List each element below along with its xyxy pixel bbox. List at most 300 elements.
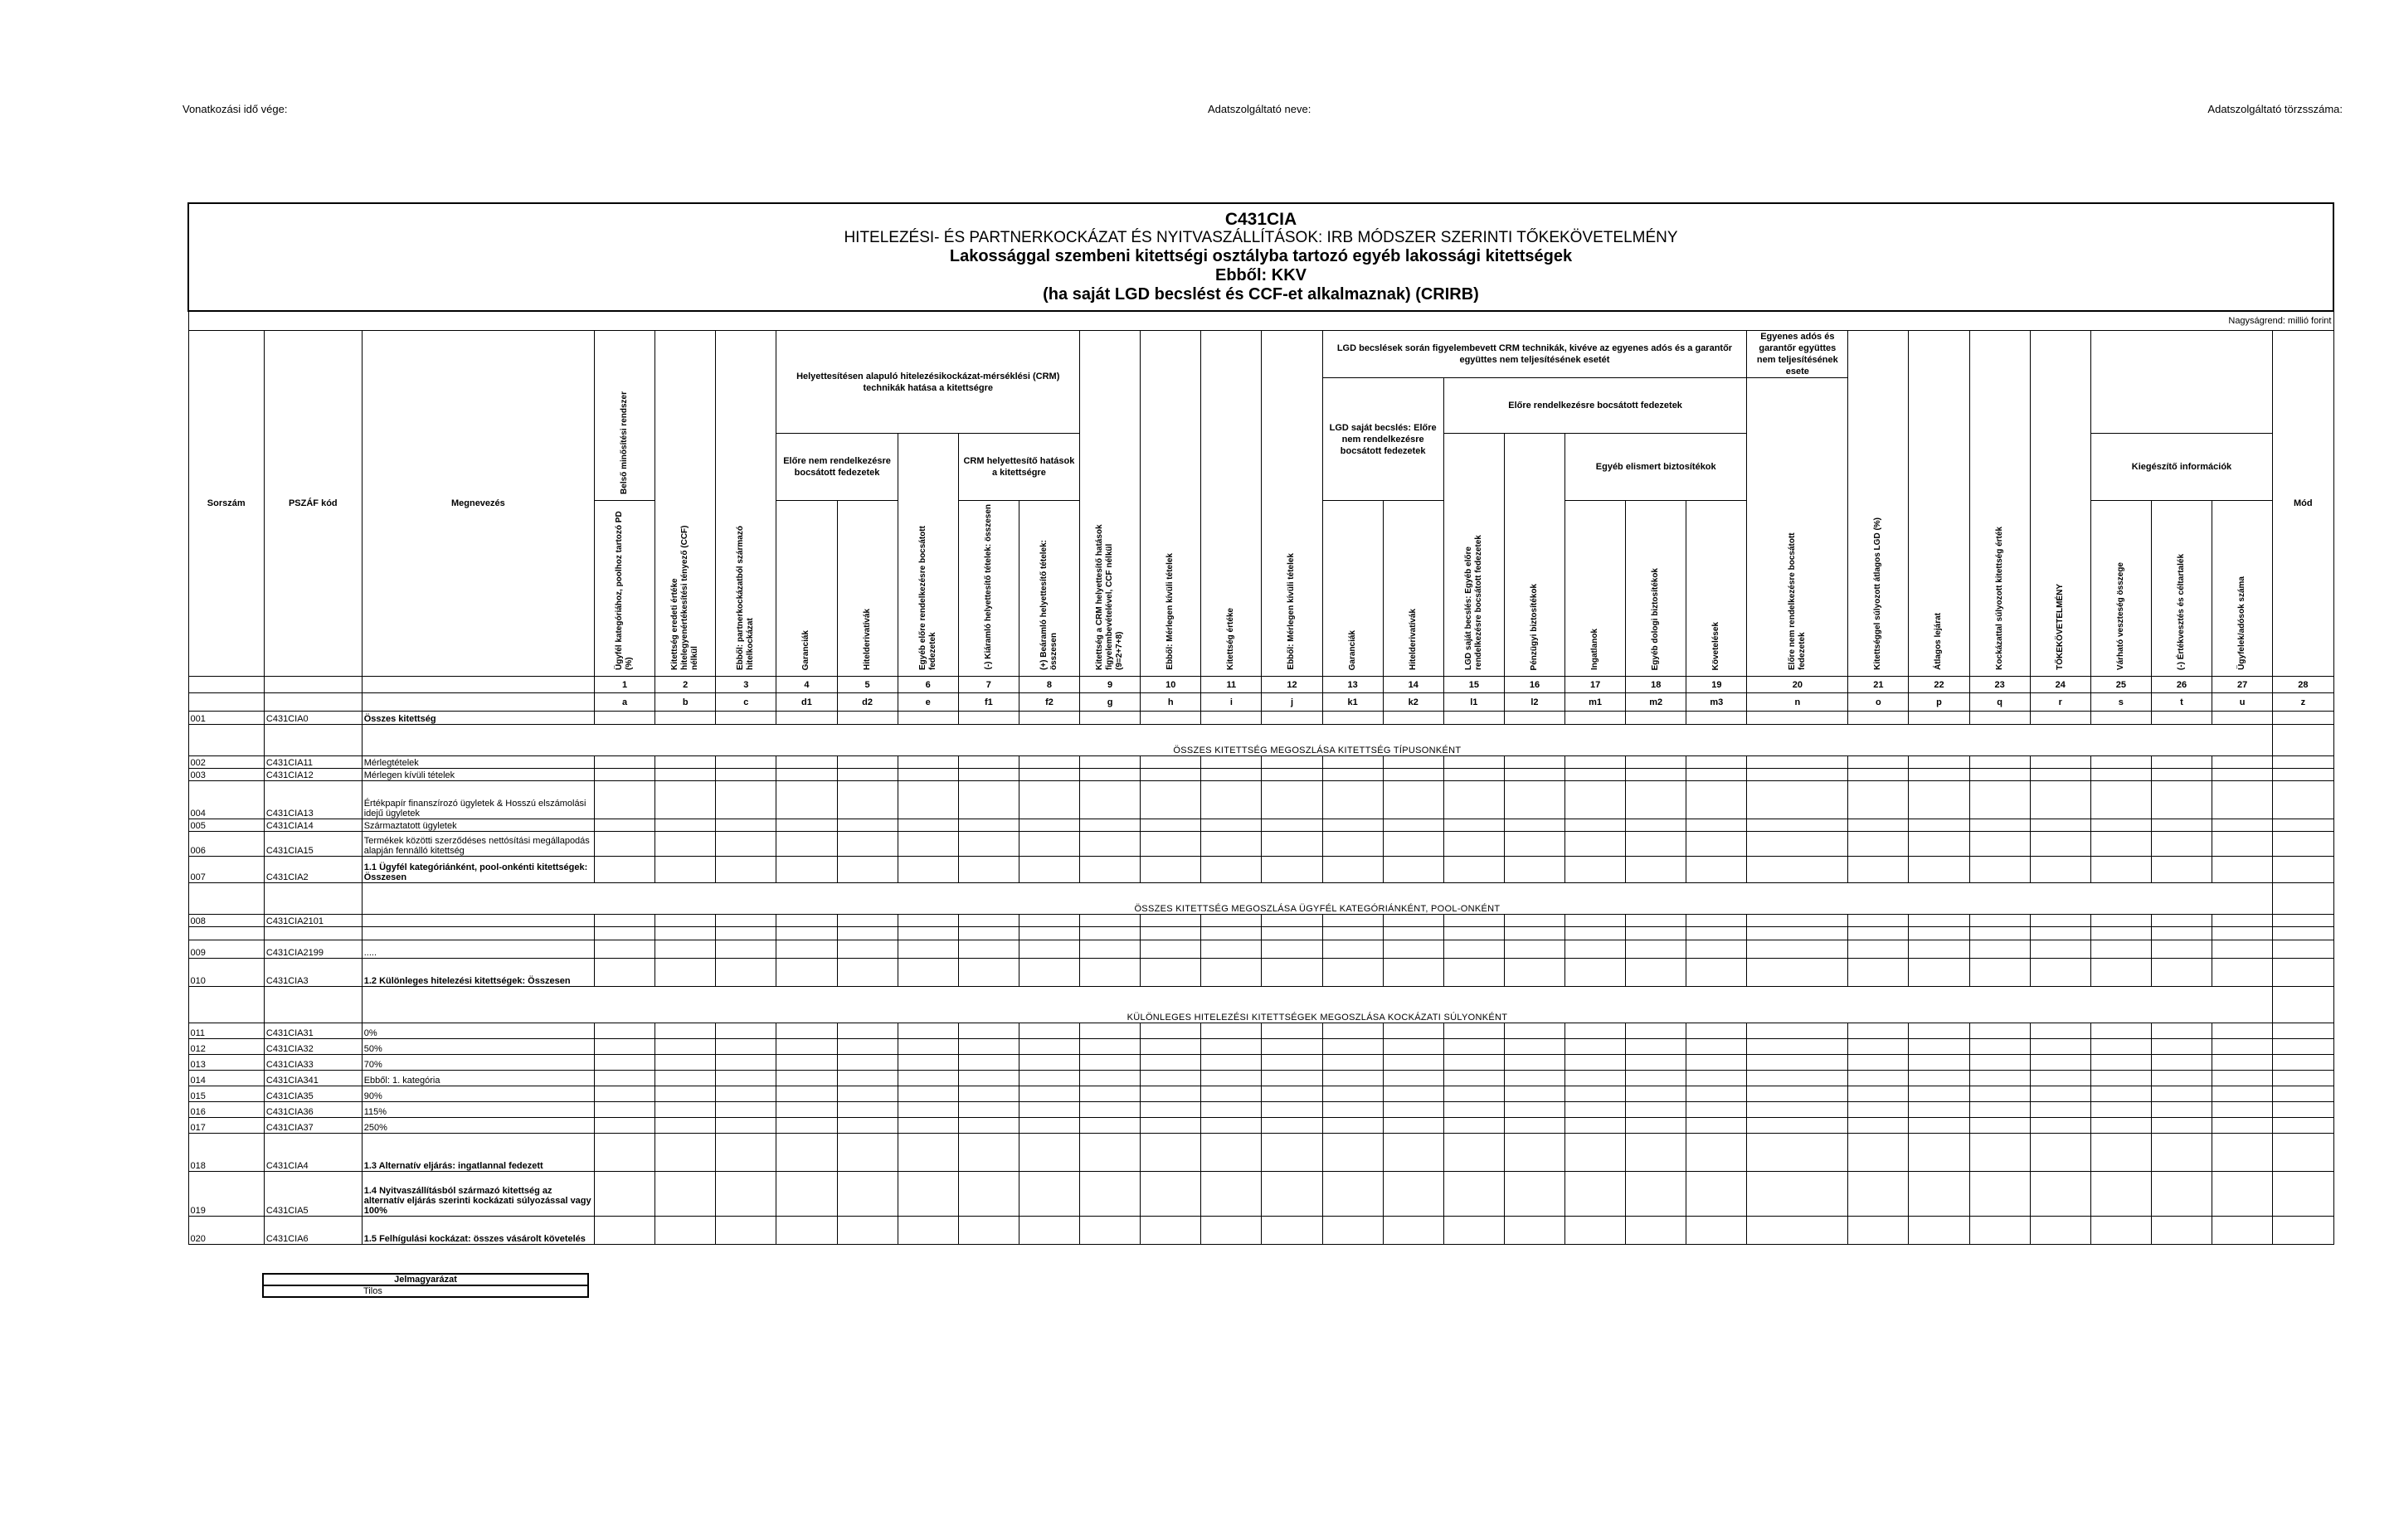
table-row	[188, 1023, 2333, 1039]
value-cell	[1565, 1217, 1626, 1245]
table-row	[188, 1118, 2333, 1134]
group-lgd-sajat: LGD saját becslés: Előre nem rendelkezésre bocsátott fedezetek	[1322, 378, 1443, 501]
value-cell	[1565, 1023, 1626, 1039]
value-cell	[1322, 769, 1383, 781]
value-cell	[716, 915, 776, 927]
value-cell	[655, 1055, 716, 1071]
value-cell	[958, 857, 1019, 883]
value-cell	[898, 927, 958, 940]
value-cell	[2151, 927, 2212, 940]
value-cell	[1909, 1217, 1969, 1245]
value-cell	[1565, 1118, 1626, 1134]
value-cell	[1141, 769, 1201, 781]
value-cell	[898, 756, 958, 769]
col-14: Hitelderivatívák	[1383, 501, 1443, 677]
value-cell	[1019, 940, 1079, 959]
value-cell	[716, 1039, 776, 1055]
column-number: 14	[1383, 677, 1443, 693]
value-cell	[1443, 756, 1504, 769]
value-cell	[1141, 756, 1201, 769]
column-number: 28	[2273, 677, 2333, 693]
value-cell	[776, 832, 837, 857]
value-cell	[1080, 832, 1141, 857]
value-cell	[1747, 1055, 1848, 1071]
value-cell	[1626, 756, 1686, 769]
value-cell	[716, 940, 776, 959]
value-cell	[1686, 712, 1747, 725]
value-cell	[1504, 1102, 1564, 1118]
value-cell	[2030, 832, 2090, 857]
value-cell	[1080, 857, 1141, 883]
value-cell	[2273, 857, 2333, 883]
value-cell	[1686, 769, 1747, 781]
value-cell	[1504, 756, 1564, 769]
row-number: 002	[188, 756, 264, 769]
value-cell	[1969, 1172, 2030, 1217]
value-cell	[655, 1102, 716, 1118]
value-cell	[2212, 781, 2273, 819]
column-number: 23	[1969, 677, 2030, 693]
value-cell	[2273, 915, 2333, 927]
value-cell	[1019, 857, 1079, 883]
value-cell	[2030, 1055, 2090, 1071]
col-27: Ügyfelek/adósok száma	[2212, 501, 2273, 677]
value-cell	[1909, 915, 1969, 927]
col-20: Előre nem rendelkezésre bocsátott fedezetek	[1747, 378, 1848, 677]
value-cell	[1969, 1039, 2030, 1055]
row-name: Ebből: 1. kategória	[362, 1071, 594, 1086]
value-cell	[837, 915, 898, 927]
value-cell	[898, 1134, 958, 1172]
value-cell	[1322, 915, 1383, 927]
value-cell	[1565, 1086, 1626, 1102]
column-number: 19	[1686, 677, 1747, 693]
title-row	[188, 203, 2333, 311]
value-cell	[1626, 769, 1686, 781]
group-elore-rend: Előre rendelkezésre bocsátott fedezetek	[1443, 378, 1747, 434]
value-cell	[776, 940, 837, 959]
value-cell	[1019, 781, 1079, 819]
group-egyenes: Egyenes adós és garantőr együttes nem teljesítésének esete	[1747, 331, 1848, 378]
column-number: 8	[1019, 677, 1079, 693]
header-blank-cell	[264, 677, 362, 693]
value-cell	[1626, 1055, 1686, 1071]
value-cell	[716, 832, 776, 857]
value-cell	[2151, 832, 2212, 857]
section-row	[188, 883, 2333, 915]
column-letter: t	[2151, 693, 2212, 712]
value-cell	[1504, 769, 1564, 781]
value-cell	[1504, 781, 1564, 819]
value-cell	[837, 940, 898, 959]
value-cell	[1565, 915, 1626, 927]
value-cell	[1504, 712, 1564, 725]
value-cell	[716, 959, 776, 987]
value-cell	[2273, 1086, 2333, 1102]
value-cell	[1443, 857, 1504, 883]
value-cell	[1141, 927, 1201, 940]
value-cell	[1565, 927, 1626, 940]
value-cell	[1747, 781, 1848, 819]
value-cell	[1686, 1217, 1747, 1245]
value-cell	[595, 1102, 655, 1118]
value-cell	[1019, 1118, 1079, 1134]
value-cell	[1747, 1172, 1848, 1217]
value-cell	[2090, 1217, 2151, 1245]
value-cell	[2090, 832, 2151, 857]
value-cell	[1080, 1055, 1141, 1071]
value-cell	[1848, 1023, 1909, 1039]
value-cell	[2273, 1172, 2333, 1217]
value-cell	[1383, 756, 1443, 769]
value-cell	[1322, 1039, 1383, 1055]
table-row	[188, 1055, 2333, 1071]
value-cell	[1909, 1023, 1969, 1039]
value-cell	[898, 781, 958, 819]
value-cell	[1626, 1086, 1686, 1102]
title-block	[188, 203, 2333, 311]
value-cell	[1383, 1118, 1443, 1134]
value-cell	[2030, 781, 2090, 819]
value-cell	[2212, 1102, 2273, 1118]
value-cell	[1686, 959, 1747, 987]
value-cell	[1504, 1217, 1564, 1245]
column-number: 16	[1504, 677, 1564, 693]
value-cell	[837, 1118, 898, 1134]
value-cell	[1504, 1134, 1564, 1172]
value-cell	[2273, 959, 2333, 987]
value-cell	[776, 915, 837, 927]
value-cell	[1909, 832, 1969, 857]
value-cell	[2212, 927, 2273, 940]
value-cell	[2273, 1134, 2333, 1172]
value-cell	[958, 915, 1019, 927]
value-cell	[1080, 1086, 1141, 1102]
group-elore-nem: Előre nem rendelkezésre bocsátott fedezetek	[776, 434, 898, 501]
value-cell	[2030, 857, 2090, 883]
value-cell	[2273, 781, 2333, 819]
value-cell	[776, 1086, 837, 1102]
row-code: C431CIA5	[264, 1172, 362, 1217]
value-cell	[1383, 1023, 1443, 1039]
value-cell	[1080, 1039, 1141, 1055]
row-number: 018	[188, 1134, 264, 1172]
value-cell	[1201, 1039, 1262, 1055]
value-cell	[1383, 1172, 1443, 1217]
section-blank-cell	[2273, 883, 2333, 915]
value-cell	[595, 832, 655, 857]
value-cell	[1909, 1039, 1969, 1055]
column-number: 2	[655, 677, 716, 693]
value-cell	[2030, 756, 2090, 769]
col-9: Kitettség a CRM helyettesítő hatások figyelembevételével, CCF nélkül (9=2+7+8)	[1080, 331, 1141, 677]
row-number: 011	[188, 1023, 264, 1039]
value-cell	[716, 1118, 776, 1134]
value-cell	[1565, 1055, 1626, 1071]
column-number: 26	[2151, 677, 2212, 693]
row-number: 006	[188, 832, 264, 857]
value-cell	[1626, 1217, 1686, 1245]
value-cell	[2273, 1118, 2333, 1134]
row-code: C431CIA12	[264, 769, 362, 781]
row-number: 009	[188, 940, 264, 959]
value-cell	[1383, 712, 1443, 725]
value-cell	[1626, 1039, 1686, 1055]
value-cell	[1686, 1023, 1747, 1039]
value-cell	[1969, 1086, 2030, 1102]
value-cell	[1201, 857, 1262, 883]
group-lgd: LGD becslések során figyelembevett CRM technikák, kivéve az egyenes adós és a garantőr együttes nem teljesítésének esetét	[1322, 331, 1747, 378]
value-cell	[2030, 1217, 2090, 1245]
value-cell	[2151, 1023, 2212, 1039]
value-cell	[1141, 1071, 1201, 1086]
value-cell	[1848, 1172, 1909, 1217]
value-cell	[2273, 1055, 2333, 1071]
header-blank-cell	[188, 693, 264, 712]
row-number: 014	[188, 1071, 264, 1086]
value-cell	[2090, 1039, 2151, 1055]
value-cell	[1443, 712, 1504, 725]
value-cell	[595, 1023, 655, 1039]
value-cell	[1019, 1102, 1079, 1118]
value-cell	[1262, 927, 1322, 940]
row-name: Összes kitettség	[362, 712, 594, 725]
value-cell	[2030, 819, 2090, 832]
value-cell	[837, 712, 898, 725]
value-cell	[1848, 1134, 1909, 1172]
value-cell	[1141, 1023, 1201, 1039]
value-cell	[1909, 959, 1969, 987]
value-cell	[1443, 769, 1504, 781]
value-cell	[2151, 857, 2212, 883]
col-18: Egyéb dologi biztosítékok	[1626, 501, 1686, 677]
value-cell	[1686, 1071, 1747, 1086]
row-code	[264, 927, 362, 940]
col-3: Ebből: partnerkockázatból származó hitelkockázat	[716, 331, 776, 677]
value-cell	[1262, 769, 1322, 781]
row-code: C431CIA15	[264, 832, 362, 857]
value-cell	[1322, 781, 1383, 819]
value-cell	[595, 1217, 655, 1245]
value-cell	[1747, 769, 1848, 781]
value-cell	[716, 1055, 776, 1071]
row-code: C431CIA3	[264, 959, 362, 987]
value-cell	[958, 1118, 1019, 1134]
value-cell	[2030, 1023, 2090, 1039]
value-cell	[1443, 1134, 1504, 1172]
value-cell	[716, 1134, 776, 1172]
column-number: 10	[1141, 677, 1201, 693]
value-cell	[1565, 940, 1626, 959]
header-blank-cell	[264, 693, 362, 712]
value-cell	[1626, 1071, 1686, 1086]
row-code: C431CIA36	[264, 1102, 362, 1118]
value-cell	[1909, 1055, 1969, 1071]
table-row	[188, 959, 2333, 987]
column-number: 12	[1262, 677, 1322, 693]
value-cell	[1848, 1055, 1909, 1071]
row-name	[362, 927, 594, 940]
value-cell	[958, 1217, 1019, 1245]
value-cell	[655, 781, 716, 819]
value-cell	[1322, 832, 1383, 857]
value-cell	[776, 1055, 837, 1071]
row-number: 004	[188, 781, 264, 819]
value-cell	[655, 819, 716, 832]
value-cell	[776, 1172, 837, 1217]
value-cell	[2212, 756, 2273, 769]
column-letter-row	[188, 693, 2333, 712]
report-table	[187, 202, 2334, 1245]
value-cell	[1565, 832, 1626, 857]
value-cell	[1747, 1134, 1848, 1172]
value-cell	[1969, 756, 2030, 769]
value-cell	[2090, 819, 2151, 832]
value-cell	[1201, 1086, 1262, 1102]
value-cell	[1322, 1086, 1383, 1102]
row-name: .....	[362, 940, 594, 959]
value-cell	[958, 781, 1019, 819]
col-26: (-) Értékvesztés és céltartalék	[2151, 501, 2212, 677]
unit-row	[188, 311, 2333, 331]
col-pszaf: PSZÁF kód	[264, 331, 362, 677]
value-cell	[1443, 1023, 1504, 1039]
value-cell	[655, 756, 716, 769]
value-cell	[716, 1023, 776, 1039]
value-cell	[655, 915, 716, 927]
row-name: 50%	[362, 1039, 594, 1055]
value-cell	[1201, 819, 1262, 832]
value-cell	[1443, 1172, 1504, 1217]
table-row	[188, 1039, 2333, 1055]
value-cell	[1969, 857, 2030, 883]
value-cell	[1443, 819, 1504, 832]
value-cell	[655, 1118, 716, 1134]
value-cell	[1747, 819, 1848, 832]
value-cell	[2212, 1023, 2273, 1039]
value-cell	[1969, 712, 2030, 725]
value-cell	[2273, 1071, 2333, 1086]
column-number: 6	[898, 677, 958, 693]
col-mod: Mód	[2273, 331, 2333, 677]
row-name	[362, 915, 594, 927]
value-cell	[1565, 781, 1626, 819]
col-25: Várható veszteség összege	[2090, 501, 2151, 677]
value-cell	[898, 832, 958, 857]
value-cell	[1686, 915, 1747, 927]
value-cell	[2151, 1055, 2212, 1071]
reference-date-label: Vonatkozási idő vége:	[182, 103, 288, 115]
row-number: 015	[188, 1086, 264, 1102]
value-cell	[1747, 712, 1848, 725]
table-row	[188, 1217, 2333, 1245]
value-cell	[1686, 1039, 1747, 1055]
value-cell	[2273, 756, 2333, 769]
value-cell	[2273, 769, 2333, 781]
value-cell	[1848, 819, 1909, 832]
section-blank-cell	[188, 725, 264, 756]
section-blank-cell	[2273, 725, 2333, 756]
row-name: Értékpapír finanszírozó ügyletek & Hosszú elszámolási idejű ügyletek	[362, 781, 594, 819]
value-cell	[1443, 1118, 1504, 1134]
value-cell	[1747, 1102, 1848, 1118]
value-cell	[1443, 1039, 1504, 1055]
value-cell	[1322, 712, 1383, 725]
value-cell	[898, 959, 958, 987]
value-cell	[2030, 1102, 2090, 1118]
value-cell	[2090, 959, 2151, 987]
column-number: 25	[2090, 677, 2151, 693]
value-cell	[595, 915, 655, 927]
value-cell	[1443, 1086, 1504, 1102]
value-cell	[1262, 1023, 1322, 1039]
table-row	[188, 940, 2333, 959]
value-cell	[655, 832, 716, 857]
value-cell	[898, 1071, 958, 1086]
value-cell	[1262, 781, 1322, 819]
value-cell	[2212, 1039, 2273, 1055]
value-cell	[1019, 1134, 1079, 1172]
column-number: 22	[1909, 677, 1969, 693]
value-cell	[2273, 1023, 2333, 1039]
value-cell	[1686, 756, 1747, 769]
value-cell	[1322, 1172, 1383, 1217]
value-cell	[776, 857, 837, 883]
value-cell	[2151, 769, 2212, 781]
col-12: Ebből: Mérlegen kívüli tételek	[1262, 331, 1322, 677]
section-row	[188, 725, 2333, 756]
value-cell	[1626, 857, 1686, 883]
value-cell	[2090, 769, 2151, 781]
value-cell	[837, 819, 898, 832]
row-code: C431CIA2199	[264, 940, 362, 959]
value-cell	[1686, 940, 1747, 959]
group-kieg-spacer	[2090, 331, 2272, 434]
value-cell	[1504, 832, 1564, 857]
value-cell	[1322, 857, 1383, 883]
value-cell	[2090, 712, 2151, 725]
value-cell	[1504, 959, 1564, 987]
value-cell	[776, 927, 837, 940]
value-cell	[898, 712, 958, 725]
value-cell	[1747, 1071, 1848, 1086]
value-cell	[595, 1172, 655, 1217]
column-letter: i	[1201, 693, 1262, 712]
value-cell	[1383, 1217, 1443, 1245]
value-cell	[1565, 819, 1626, 832]
table-row	[188, 1102, 2333, 1118]
row-name: 70%	[362, 1055, 594, 1071]
value-cell	[2090, 915, 2151, 927]
value-cell	[837, 769, 898, 781]
value-cell	[1262, 1118, 1322, 1134]
value-cell	[1141, 1217, 1201, 1245]
value-cell	[1201, 959, 1262, 987]
column-letter: l2	[1504, 693, 1564, 712]
value-cell	[2212, 1071, 2273, 1086]
value-cell	[1322, 1217, 1383, 1245]
value-cell	[2151, 756, 2212, 769]
value-cell	[1262, 819, 1322, 832]
value-cell	[1383, 940, 1443, 959]
value-cell	[1080, 756, 1141, 769]
row-name: Mérlegen kívüli tételek	[362, 769, 594, 781]
row-name: Termékek közötti szerződéses nettósítási megállapodás alapján fennálló kitettség	[362, 832, 594, 857]
value-cell	[1969, 1217, 2030, 1245]
value-cell	[776, 712, 837, 725]
value-cell	[716, 1217, 776, 1245]
value-cell	[2030, 1071, 2090, 1086]
